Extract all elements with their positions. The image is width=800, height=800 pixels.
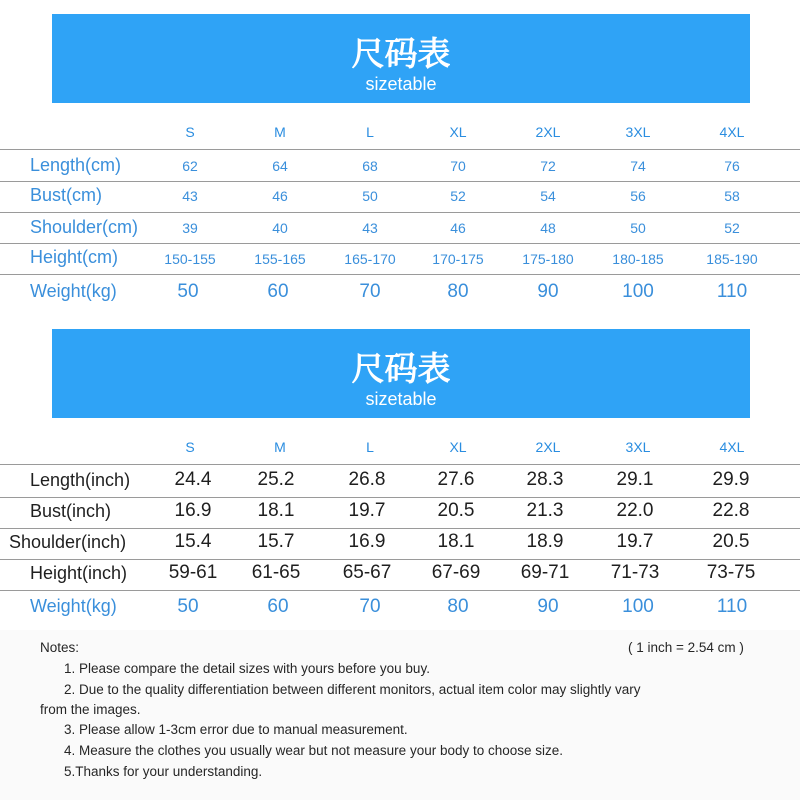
table-divider: [0, 590, 800, 591]
table-cell: 155-165: [254, 251, 306, 267]
table-cell: 170-175: [432, 251, 484, 267]
table-cell: 43: [182, 188, 198, 204]
table-cell: 185-190: [706, 251, 758, 267]
size-header-cell: 3XL: [625, 439, 651, 455]
table-cell: 18.9: [526, 531, 564, 552]
table-cell: 60: [267, 281, 289, 302]
note-item: 2. Due to the quality differentiation between different monitors, actual item color may slightly vary: [64, 682, 641, 697]
table-cell: 24.4: [174, 469, 212, 490]
note-item: from the images.: [40, 702, 141, 717]
table-cell: 18.1: [437, 531, 475, 552]
table-cell: 165-170: [344, 251, 396, 267]
table-cell: 58: [724, 188, 740, 204]
size-header-row: [0, 439, 800, 457]
table-cell: 110: [716, 596, 748, 617]
size-header-row: [0, 124, 800, 142]
size-header-cell: S: [185, 124, 195, 140]
table-cell: 46: [272, 188, 288, 204]
table-cell: 46: [450, 220, 466, 236]
size-header-cell: 3XL: [625, 124, 651, 140]
size-header-cell: L: [366, 124, 374, 140]
table-divider: [0, 559, 800, 560]
row-label: Length(cm): [30, 155, 122, 175]
note-item: 4. Measure the clothes you usually wear but not measure your body to choose size.: [64, 743, 564, 758]
table-row: [0, 596, 800, 622]
table-cell: 72: [540, 158, 556, 174]
table-cell: 52: [724, 220, 740, 236]
table-cell: 16.9: [174, 500, 212, 521]
row-label: Length(inch): [30, 470, 131, 490]
table-row: [0, 562, 800, 588]
note-item: 5.Thanks for your understanding.: [64, 764, 263, 779]
table-cell: 80: [447, 596, 469, 617]
table-divider: [0, 464, 800, 465]
table-row: [0, 500, 800, 526]
table-cell: 60: [267, 596, 289, 617]
table-row: [0, 186, 800, 210]
size-header-cell: M: [274, 124, 286, 140]
table-cell: 22.8: [712, 500, 750, 521]
banner-title-cn: 尺码表: [351, 349, 451, 388]
table-cell: 90: [537, 281, 559, 302]
table-row: [0, 218, 800, 242]
table-divider: [0, 497, 800, 498]
table-cell: 20.5: [712, 531, 750, 552]
table-cell: 40: [272, 220, 288, 236]
table-cell: 64: [272, 158, 288, 174]
row-label: Height(cm): [30, 247, 119, 267]
table-divider: [0, 149, 800, 150]
table-cell: 39: [182, 220, 198, 236]
size-header-cell: XL: [449, 124, 467, 140]
table-cell: 69-71: [520, 562, 570, 583]
table-divider: [0, 181, 800, 182]
table-row: [0, 248, 800, 272]
row-label: Bust(cm): [30, 185, 102, 205]
note-item: 3. Please allow 1-3cm error due to manual measurement.: [64, 722, 408, 737]
table-cell: 180-185: [612, 251, 664, 267]
table-cell: 73-75: [706, 562, 756, 583]
table-cell: 29.9: [712, 469, 750, 490]
table-cell: 62: [182, 158, 198, 174]
banner-title-en: sizetable: [365, 389, 437, 409]
table-cell: 20.5: [437, 500, 475, 521]
size-header-cell: M: [274, 439, 286, 455]
table-cell: 19.7: [348, 500, 386, 521]
row-label: Weight(kg): [30, 281, 117, 301]
table-cell: 61-65: [251, 562, 301, 583]
table-cell: 15.7: [257, 531, 295, 552]
table-cell: 25.2: [257, 469, 295, 490]
note-item: 1. Please compare the detail sizes with yours before you buy.: [64, 661, 430, 676]
table-cell: 16.9: [348, 531, 386, 552]
table-cell: 68: [362, 158, 378, 174]
table-cell: 19.7: [616, 531, 654, 552]
table-cell: 67-69: [431, 562, 481, 583]
table-cell: 70: [359, 596, 381, 617]
table-cell: 50: [630, 220, 646, 236]
table-cell: 56: [630, 188, 646, 204]
table-cell: 150-155: [164, 251, 216, 267]
notes-heading: Notes:: [40, 640, 80, 655]
unit-conversion-note: ( 1 inch = 2.54 cm ): [628, 640, 744, 655]
row-label: Shoulder(cm): [30, 217, 139, 237]
table-row: [0, 156, 800, 180]
table-cell: 175-180: [522, 251, 574, 267]
banner-title-cn: 尺码表: [351, 34, 451, 73]
size-header-cell: S: [185, 439, 195, 455]
table-cell: 26.8: [348, 469, 386, 490]
table-cell: 70: [450, 158, 466, 174]
table-cell: 100: [622, 281, 654, 302]
table-cell: 28.3: [526, 469, 564, 490]
table-cell: 90: [537, 596, 559, 617]
table-row: [0, 281, 800, 307]
table-cell: 50: [362, 188, 378, 204]
row-label: Shoulder(inch): [9, 532, 127, 552]
table-cell: 18.1: [257, 500, 295, 521]
table-divider: [0, 212, 800, 213]
row-label: Weight(kg): [30, 596, 117, 616]
sizetable-banner-inch: [52, 329, 750, 418]
table-cell: 76: [724, 158, 740, 174]
table-cell: 29.1: [616, 469, 654, 490]
table-cell: 50: [177, 281, 199, 302]
table-cell: 65-67: [342, 562, 392, 583]
table-row: [0, 531, 800, 557]
banner-title-en: sizetable: [365, 74, 437, 94]
table-cell: 74: [630, 158, 646, 174]
table-cell: 110: [716, 281, 748, 302]
size-header-cell: 2XL: [535, 124, 561, 140]
table-cell: 22.0: [616, 500, 654, 521]
table-cell: 100: [622, 596, 654, 617]
notes-section: [0, 630, 800, 800]
size-header-cell: XL: [449, 439, 467, 455]
table-cell: 71-73: [610, 562, 660, 583]
size-header-cell: L: [366, 439, 374, 455]
table-cell: 21.3: [526, 500, 564, 521]
table-divider: [0, 274, 800, 275]
table-row: [0, 469, 800, 495]
table-divider: [0, 243, 800, 244]
table-cell: 27.6: [437, 469, 475, 490]
table-cell: 48: [540, 220, 556, 236]
row-label: Height(inch): [30, 563, 128, 583]
table-cell: 15.4: [174, 531, 212, 552]
table-cell: 54: [540, 188, 556, 204]
table-cell: 59-61: [168, 562, 218, 583]
table-cell: 80: [447, 281, 469, 302]
row-label: Bust(inch): [30, 501, 112, 521]
table-cell: 50: [177, 596, 199, 617]
table-cell: 70: [359, 281, 381, 302]
size-header-cell: 4XL: [719, 439, 745, 455]
table-cell: 52: [450, 188, 466, 204]
table-cell: 43: [362, 220, 378, 236]
sizetable-banner-cm: [52, 14, 750, 103]
table-divider: [0, 528, 800, 529]
size-header-cell: 2XL: [535, 439, 561, 455]
size-header-cell: 4XL: [719, 124, 745, 140]
